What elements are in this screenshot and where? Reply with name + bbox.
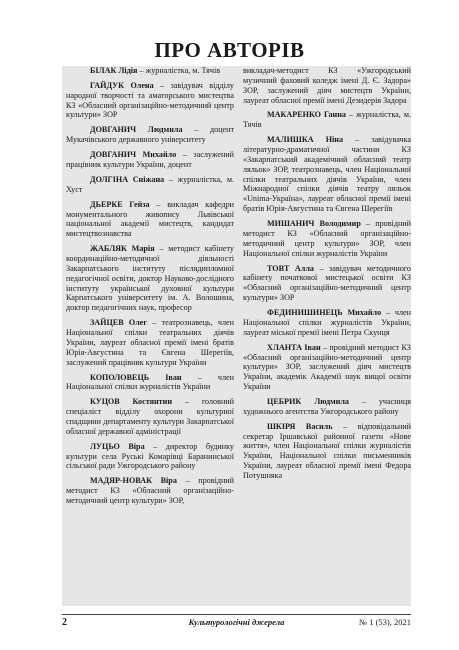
author-description: – учасниця художнього агентства Ужгородського району bbox=[243, 396, 411, 416]
author-entry bbox=[66, 66, 234, 76]
author-description: – головний спеціаліст відділу охорони культурної спадщини департаменту культури Закарпатської обласної державної адміністрації bbox=[66, 397, 234, 436]
author-name: ЛУЦЬО Віра bbox=[90, 441, 145, 451]
left-column bbox=[66, 66, 234, 511]
author-name: ДОЛГІНА Сніжана bbox=[90, 174, 165, 184]
author-name: ДОВГАНИЧ Людмила bbox=[90, 125, 183, 135]
author-name: ЖАБЛЯК Марія bbox=[90, 244, 155, 254]
author-description: – журналістка, м. Тячів bbox=[137, 66, 221, 75]
author-entry bbox=[66, 476, 234, 506]
author-entry bbox=[66, 81, 234, 120]
author-name: ДЬЕРКЕ Гейза bbox=[90, 199, 150, 209]
footer-divider bbox=[62, 614, 411, 615]
author-entry bbox=[243, 308, 411, 338]
author-name: ЦЕБРИК Людмила bbox=[267, 396, 349, 406]
author-description: – доцент Мукачівського державного університету bbox=[66, 125, 234, 145]
author-description: – театрознавець, член Національної спілки театральних діячів України, лауреат обласної премії імені братів Юрія-Августина та Євгена Шерегіїв, заслужений працівник культури України bbox=[66, 318, 235, 367]
author-entry bbox=[66, 442, 234, 472]
author-description: – член Національної спілки журналістів України, лауреат міської премії імені Петра Скунця bbox=[243, 308, 411, 337]
author-name: МАЛИШКА Ніна bbox=[267, 135, 344, 145]
author-description: – відповідальний секретар Іршавської районної газети «Нове життя», член Національної спілки журналістів України, Національної спілки письменників України, лауреат обласної премії імені Федора Потушняка bbox=[243, 421, 411, 480]
author-entry bbox=[243, 110, 411, 130]
author-name: ГАЙДУК Олена bbox=[90, 80, 154, 90]
author-entry bbox=[243, 219, 411, 258]
author-name: КУЦОВ Костянтин bbox=[90, 397, 173, 407]
author-name: МАКАРЕНКО Ганна bbox=[267, 110, 346, 120]
author-entry bbox=[243, 422, 411, 481]
authors-list bbox=[62, 66, 411, 606]
author-name: ШКІРЯ Василь bbox=[267, 421, 333, 431]
author-entry bbox=[66, 397, 234, 436]
author-description: – заслужений працівник культури України, доцент bbox=[66, 150, 234, 170]
author-description: – член Національної спілки журналістів України bbox=[66, 372, 234, 392]
author-description: – провідний методист КЗ «Обласний організаційно-методичний центр культури» ЗОР, bbox=[66, 476, 235, 506]
author-name: ЗАЙЦЕВ Олег bbox=[90, 318, 148, 328]
author-entry bbox=[243, 264, 411, 303]
author-description: – провідний методист КЗ «Обласний організаційно-методичний центр культури» ЗОР, член Національної спілки журналістів України bbox=[243, 219, 411, 258]
author-description: – викладач кафедри монументального живопису Львівської національної академії мистецтв, кандидат мистецтвознавства bbox=[66, 199, 234, 239]
author-name: ДОВГАНИЧ Михайло bbox=[90, 150, 177, 160]
author-name: ТОВТ Алла bbox=[267, 263, 314, 273]
author-name: ФЕДИНИШИНЕЦЬ Михайло bbox=[267, 308, 382, 318]
author-entry bbox=[66, 200, 234, 239]
issue-number: № 1 (53), 2021 bbox=[358, 617, 411, 627]
author-description: – завідувач методичного кабінету початкової мистецької освіти КЗ «Обласний організаційно-методичний центр культури» ЗОР bbox=[243, 263, 411, 303]
author-entry bbox=[243, 397, 411, 417]
author-name: ХЛАНТА Іван bbox=[267, 342, 321, 352]
author-name: МИШАНИЧ Володимир bbox=[267, 219, 361, 229]
page-number: 2 bbox=[62, 617, 67, 628]
author-entry bbox=[243, 135, 411, 214]
author-entry bbox=[66, 373, 234, 393]
journal-title: Культурологічні джерела bbox=[188, 617, 285, 627]
author-name: КОПОЛОВЕЦЬ Іван bbox=[90, 372, 182, 382]
author-entry bbox=[66, 318, 234, 367]
author-entry bbox=[66, 175, 234, 195]
author-entry bbox=[66, 150, 234, 170]
author-description: – журналістка, м. Хуст bbox=[66, 174, 234, 194]
author-description: – завідувачка літературно-драматичної частини КЗ «Закарпатський академічний обласний театр ляльок» ЗОР, театрознавець, член Національної спілки театральних діячів України, член Міжнародної спілки діячів театру ляльок «Unima-Україна», лауреат обласної премії імені братів Юрія-Августина та Євгена Шерегіїв bbox=[243, 135, 411, 214]
author-description: – журналістка, м. Тячів bbox=[243, 110, 411, 130]
author-entry bbox=[66, 125, 234, 145]
author-entry bbox=[243, 343, 411, 392]
right-column bbox=[243, 66, 411, 486]
author-description: – завідувач відділу народної творчості та аматорського мистецтва КЗ «Обласний організаційно-методичний центр культури» ЗОР bbox=[66, 80, 234, 120]
author-entry bbox=[66, 244, 234, 313]
page-title: ПРО АВТОРІВ bbox=[154, 38, 305, 62]
author-name: БІЛАК Лідія bbox=[90, 66, 138, 75]
author-description: – методист кабінету координаційно-методичної діяльності Закарпатського інституту післядипломної педагогічної освіти, доктор Науково-дослідного інституту української духовної культури Карпатського університету ім. А. Волошина, доктор педагогічних наук, професор bbox=[66, 244, 234, 313]
author-name: МАДЯР-НОВАК Віра bbox=[90, 476, 177, 486]
author-description: – провідний методист КЗ «Обласний організаційно-методичний центр культури» ЗОР, заслужений діяч мистецтв України, академік Академії наук вищої освіти України bbox=[243, 342, 411, 392]
author-entry-continued bbox=[243, 66, 411, 105]
author-description: – директор будинку культури села Руські Комарівці Баранинської сільської ради Ужгородського району bbox=[66, 441, 234, 471]
author-description: викладач-методист КЗ «Ужгородський музичний фаховий коледж імені Д. Є. Задора» ЗОР, заслужений діяч мистецтв України, лауреат обласної премії імені Дезидерія Задора bbox=[243, 66, 411, 105]
